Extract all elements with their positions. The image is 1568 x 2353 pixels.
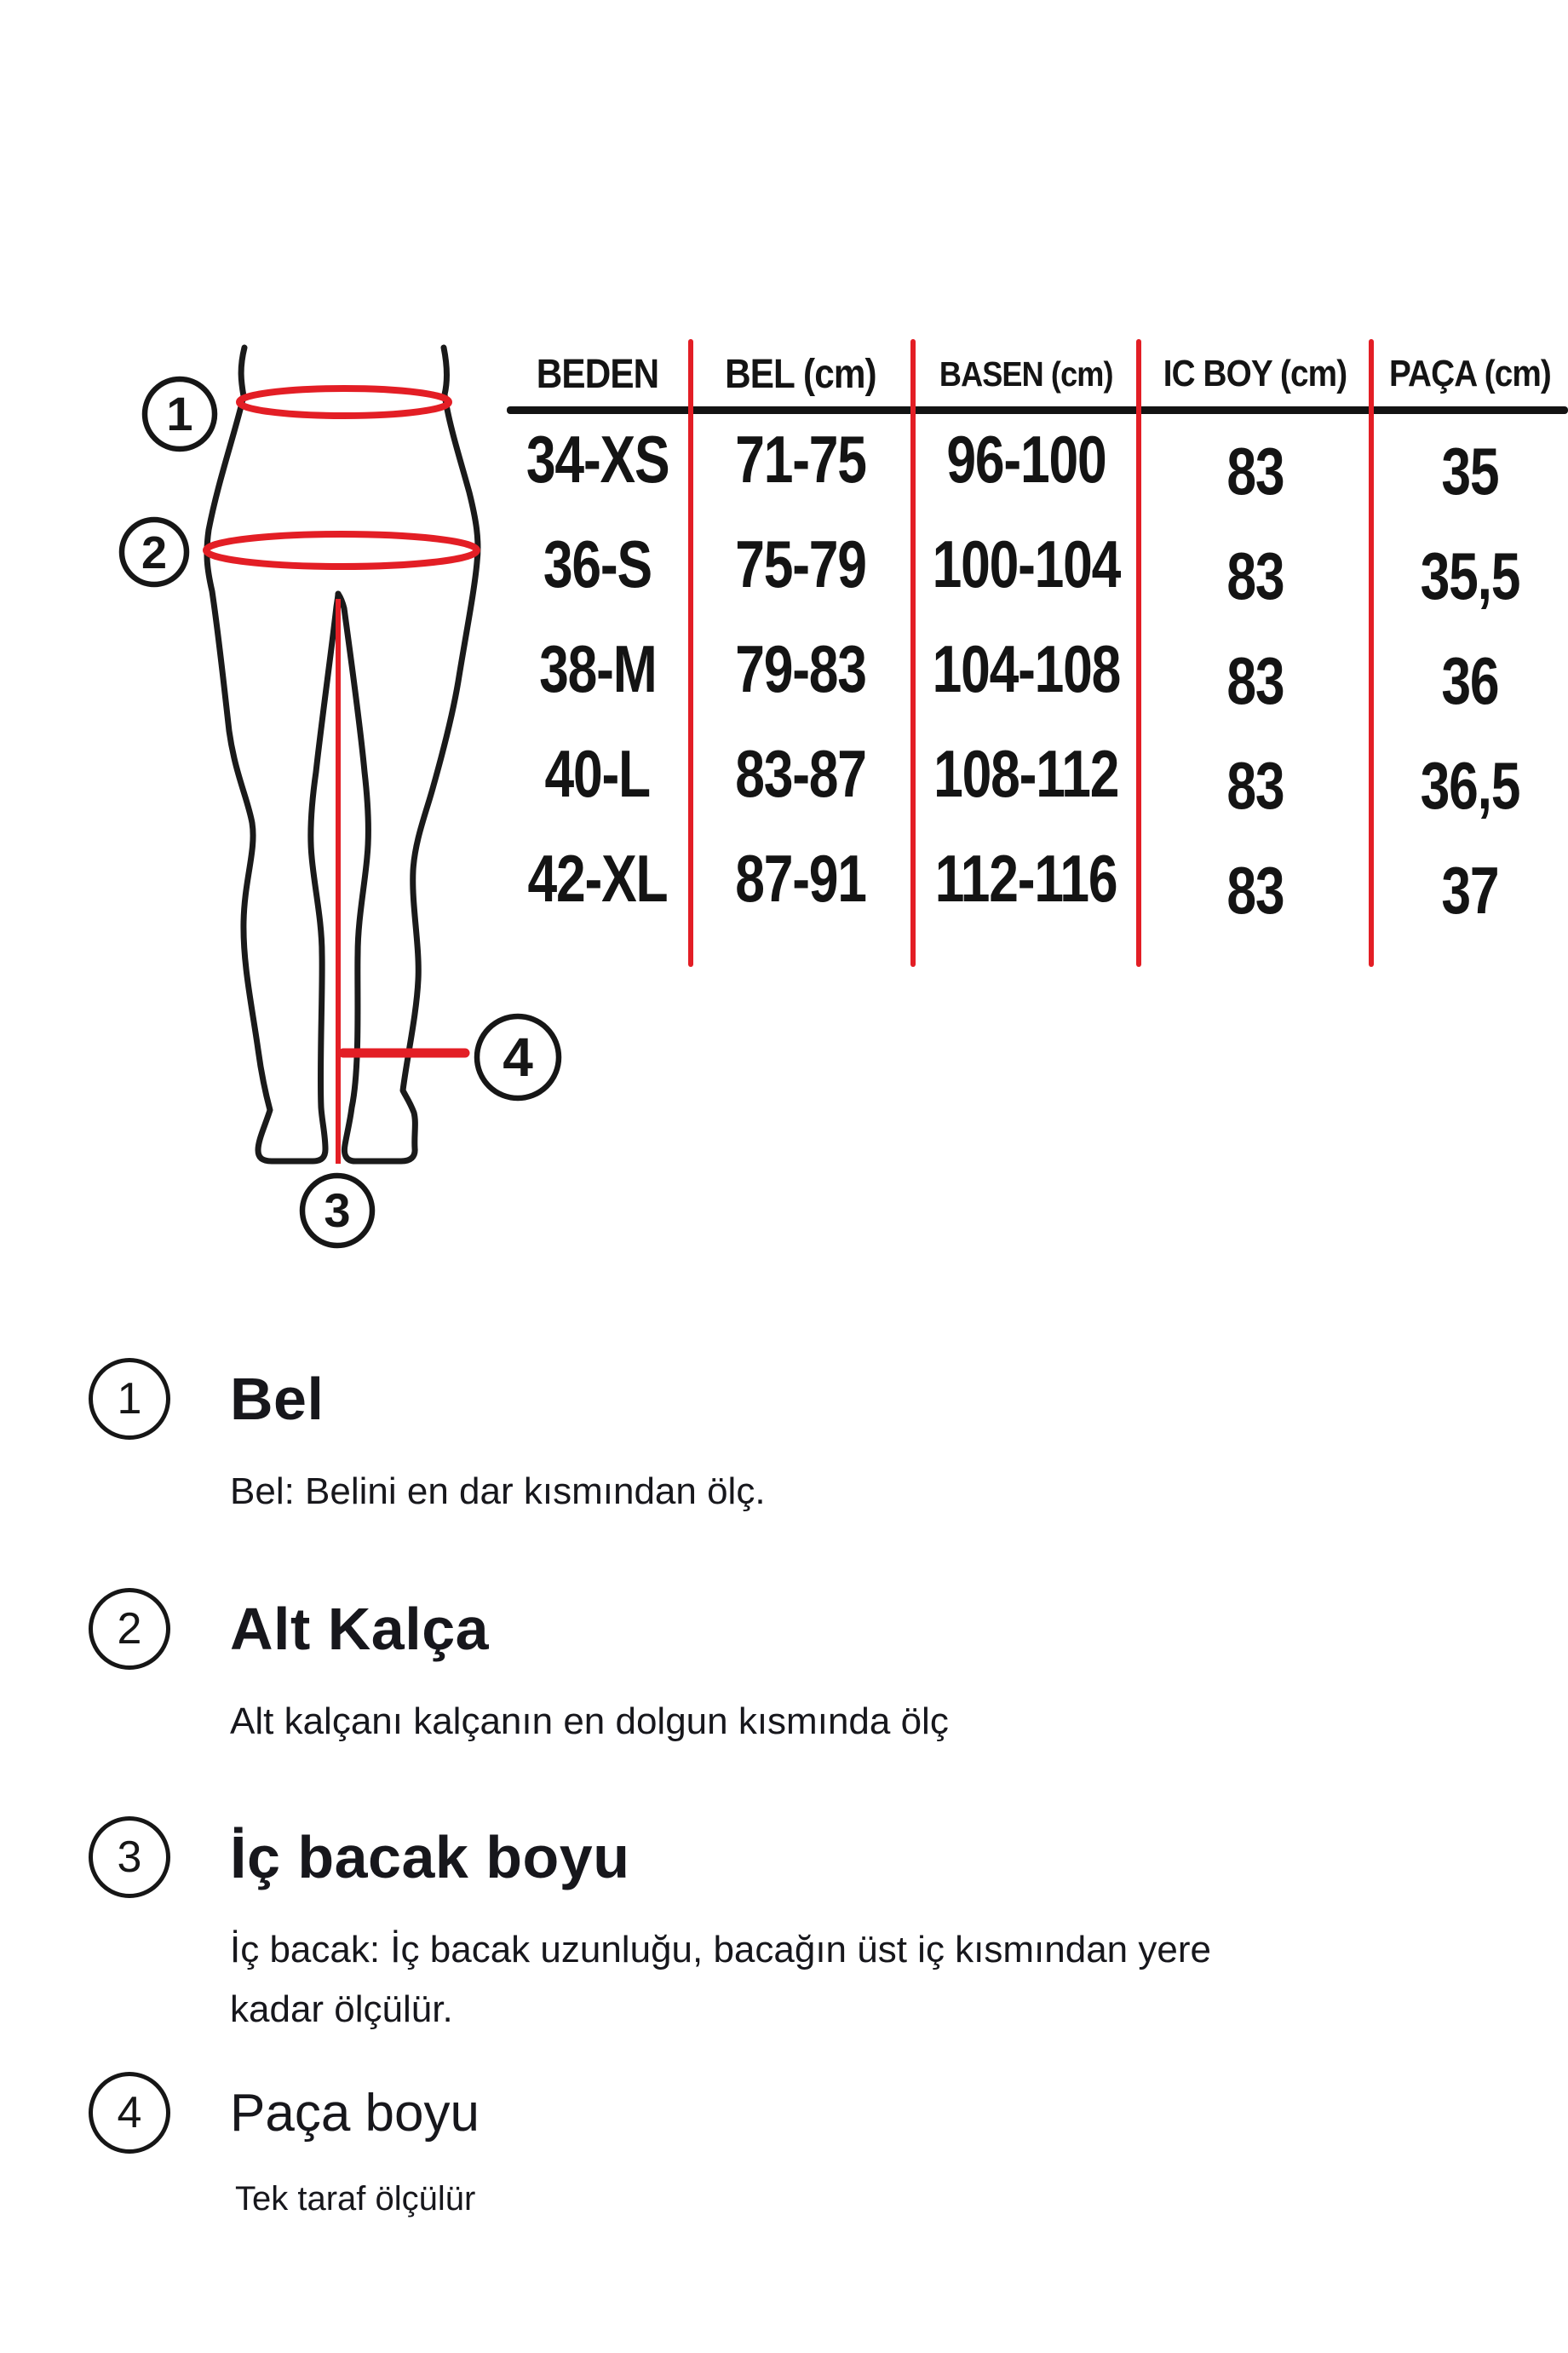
legend-description: Alt kalçanı kalçanın en dolgun kısmında ölç	[230, 1700, 949, 1742]
legend-item-bel	[89, 1358, 766, 1522]
table-cell-waist: 71-75	[735, 422, 866, 497]
column-header-basen: BASEN (cm)	[939, 354, 1113, 394]
diagram-marker-hem	[477, 1016, 559, 1098]
column-header-bel: BEL (cm)	[725, 351, 876, 397]
legend-item-alt-kalca	[89, 1588, 949, 1752]
table-cell-hem: 35,5	[1420, 538, 1519, 613]
legend-marker	[89, 1358, 170, 1440]
column-header-ic-boy: IC BOY (cm)	[1163, 353, 1347, 394]
table-cell-inseam: 83	[1226, 643, 1284, 718]
legend-head	[89, 1588, 949, 1670]
pants-outline-right	[338, 348, 478, 1161]
diagram-marker-hip	[122, 520, 187, 584]
table-cell-waist: 75-79	[735, 526, 866, 601]
legend-head	[89, 1358, 766, 1440]
table-cell-inseam: 83	[1226, 748, 1284, 823]
legend-title: Bel	[230, 1366, 325, 1432]
legend-description: Bel: Belini en dar kısmından ölç.	[230, 1470, 766, 1512]
legend-marker	[89, 1816, 170, 1898]
legend-number: 4	[117, 2088, 142, 2137]
legend-description: Tek taraf ölçülür	[235, 2180, 476, 2218]
table-cell-inseam: 83	[1226, 853, 1284, 928]
table-cell-size: 40-L	[544, 736, 651, 811]
legend-number: 3	[117, 1832, 142, 1882]
marker-number: 4	[503, 1027, 533, 1088]
table-cell-hem: 36	[1440, 643, 1498, 718]
legend-title: Alt Kalça	[230, 1596, 490, 1662]
table-cell-hem: 35	[1440, 434, 1498, 509]
legend-title: Paça boyu	[230, 2083, 480, 2143]
hip-measure-line	[206, 534, 477, 567]
size-table	[507, 341, 1568, 931]
marker-number: 1	[166, 387, 193, 440]
legend-head	[89, 2072, 480, 2154]
table-cell-hip: 104-108	[932, 631, 1120, 706]
table-cell-size: 42-XL	[527, 841, 668, 916]
table-cell-hem: 37	[1440, 853, 1498, 928]
table-cell-inseam: 83	[1226, 538, 1284, 613]
legend-head	[89, 1816, 1286, 1898]
diagram-marker-inseam	[302, 1176, 372, 1246]
legend-number: 2	[117, 1604, 142, 1654]
legend-description: İç bacak: İç bacak uzunluğu, bacağın üst iç kısmından yere kadar ölçülür.	[230, 1929, 1211, 2030]
column-header-paca: PAÇA (cm)	[1388, 353, 1551, 394]
table-cell-inseam: 83	[1226, 434, 1284, 509]
table-cell-waist: 83-87	[735, 736, 866, 811]
column-header-beden: BEDEN	[536, 351, 659, 397]
table-cell-hip: 100-104	[932, 526, 1120, 601]
table-cell-size: 34-XS	[526, 422, 669, 497]
table-cell-waist: 79-83	[735, 631, 866, 706]
legend-item-paca-boyu	[89, 2072, 480, 2226]
pants-outline-left	[207, 348, 338, 1161]
legend-item-ic-bacak-boyu	[89, 1816, 1286, 2039]
table-cell-hip: 108-112	[933, 736, 1119, 811]
marker-number: 2	[141, 527, 168, 578]
legend-marker	[89, 1588, 170, 1670]
diagram-marker-waist	[145, 379, 215, 449]
table-cell-size: 38-M	[538, 631, 657, 706]
waist-measure-line	[239, 388, 449, 416]
table-cell-waist: 87-91	[735, 841, 866, 916]
table-cell-hip: 96-100	[945, 422, 1106, 497]
legend-number: 1	[117, 1374, 142, 1424]
table-cell-hem: 36,5	[1420, 748, 1519, 823]
legend-title: İç bacak boyu	[230, 1824, 630, 1890]
marker-number: 3	[324, 1183, 351, 1237]
table-cell-size: 36-S	[543, 526, 652, 601]
legend-marker	[89, 2072, 170, 2154]
table-cell-hip: 112-116	[934, 841, 1117, 916]
